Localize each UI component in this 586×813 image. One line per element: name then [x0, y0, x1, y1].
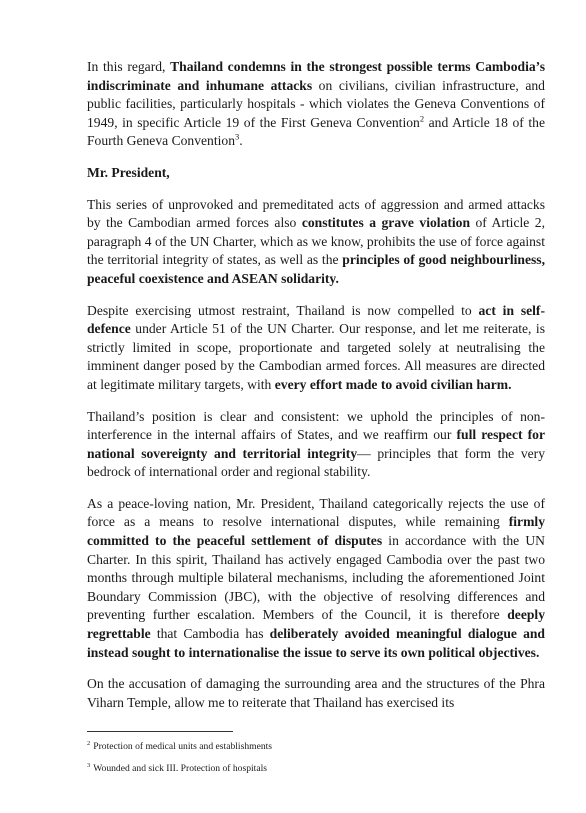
emphasis-text: deeply regrettable [87, 607, 545, 642]
footnote-text: Protection of medical units and establishments [93, 741, 273, 752]
emphasis-text: principles of good neighbourliness, peaceful coexistence and ASEAN solidarity. [87, 252, 545, 286]
paragraph [87, 495, 545, 662]
text-segment: — principles that form the very bedrock of international order and regional stability. [87, 445, 545, 480]
text-segment: As a peace-loving nation, Mr. President, Thailand categorically rejects the use of force as a means to resolve international disputes, while remaining [87, 495, 545, 530]
text-segment: . [239, 133, 243, 149]
emphasis-text: full respect for national sovereignty and territorial integrity [87, 427, 545, 461]
document-body [87, 58, 545, 725]
text-segment: In this regard, [87, 59, 171, 74]
footnote-text: Wounded and sick III. Protection of hospitals [93, 763, 267, 774]
paragraph [87, 196, 545, 289]
text-segment: Despite exercising utmost restraint, Thailand is now compelled to [87, 302, 479, 318]
footnote-marker: 2 [419, 113, 425, 124]
emphasis-text: act in self-defence [87, 302, 545, 337]
paragraph [87, 408, 545, 482]
emphasis-text: deliberately avoided meaningful dialogue and instead sought to internationalise the issue to serve its own political objectives. [87, 626, 545, 660]
text-segment: This series of unprovoked and premeditated acts of aggression and armed attacks by the Cambodian armed forces also [87, 196, 545, 231]
emphasis-text: firmly committed to the peaceful settlement of disputes [87, 514, 545, 549]
text-segment: on civilians, civilian infrastructure, and public facilities, particularly hospitals - which violates the Geneva Conventions of 1949, in specific Article 19 of the First Geneva Convention [87, 77, 545, 130]
footnote-marker: 3 [235, 131, 240, 142]
text-segment: and Article 18 of the Fourth Geneva Convention [87, 114, 545, 149]
paragraph [87, 58, 545, 151]
text-segment: On the accusation of damaging the surrounding area and the structures of the Phra Viharn Temple, allow me to reiterate that Thailand has exercised its [87, 676, 545, 710]
text-segment: that Cambodia has [150, 626, 270, 642]
footnote-number: 2 [87, 739, 91, 747]
emphasis-text: every effort made to avoid civilian harm. [274, 376, 512, 392]
text-segment: in accordance with the UN Charter. In this spirit, Thailand has actively engaged Cambodia over the past two months through multiple bilateral mechanisms, including the aforementioned Joint Boundary Commission (JBC), with the objective of resolving differences and preventing further escalation. Members of the Council, it is therefore [87, 533, 545, 623]
text-segment: Thailand’s position is clear and consistent: we uphold the principles of non-interference in the internal affairs of States, and we reaffirm our [87, 408, 545, 443]
paragraph [87, 675, 545, 712]
paragraph [87, 302, 545, 395]
salutation [87, 164, 545, 183]
emphasis-text: Thailand condemns in the strongest possible terms Cambodia’s indiscriminate and inhumane attacks [87, 59, 545, 93]
footnote-number: 3 [87, 761, 91, 769]
text-segment: of Article 2, paragraph 4 of the UN Charter, which as we know, prohibits the use of force against the territorial integrity of states, as well as the [87, 215, 545, 268]
footnotes [87, 741, 547, 785]
emphasis-text: constitutes a grave violation [301, 215, 471, 231]
footnote [87, 741, 547, 753]
text-segment: under Article 51 of the UN Charter. Our response, and let me reiterate, is strictly limited in scope, proportionate and targeted solely at neutralising the imminent danger posed by the Cambodian armed forces. All measures are directed at legitimate military targets, with [87, 321, 545, 392]
footnote-divider [87, 731, 233, 732]
emphasis-text: Mr. President, [87, 164, 170, 180]
footnote [87, 763, 547, 775]
